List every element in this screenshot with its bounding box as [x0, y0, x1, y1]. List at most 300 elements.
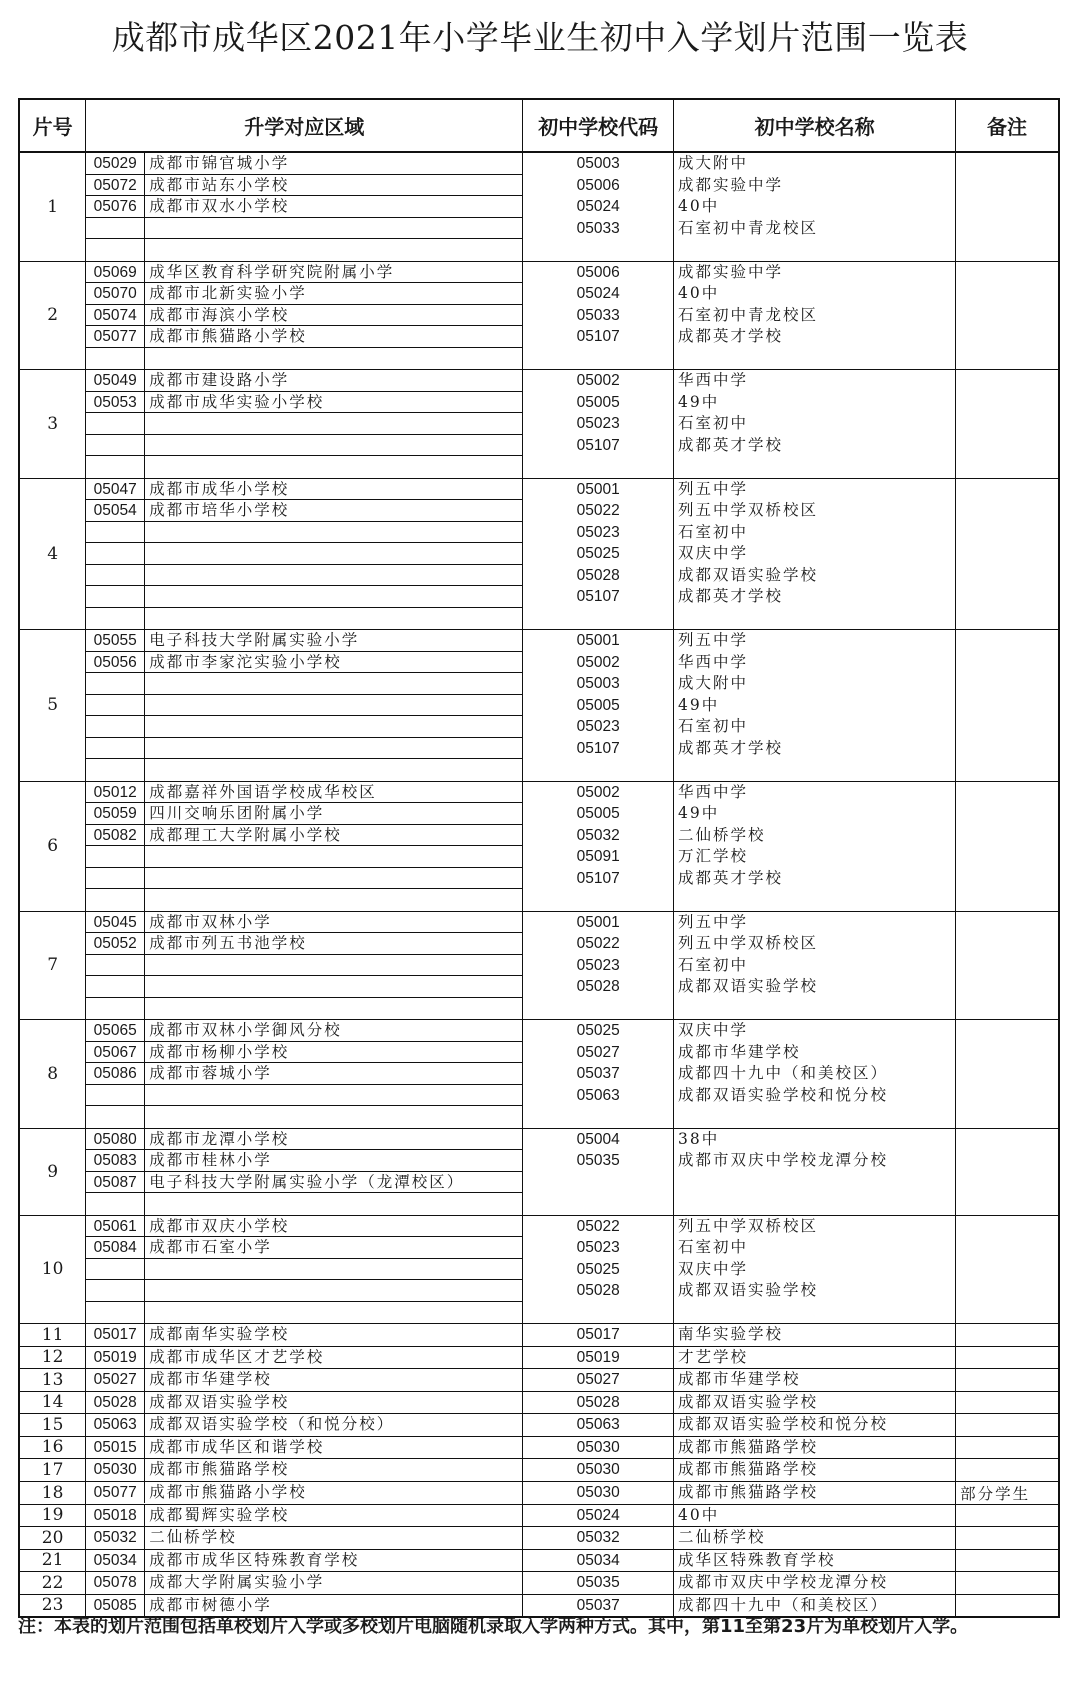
primary-school-name — [145, 586, 522, 607]
header-piece: 片号 — [19, 99, 86, 152]
table-row — [19, 1527, 1059, 1550]
note-cell — [956, 152, 1059, 261]
primary-school-name: 成都市成华区特殊教育学校 — [149, 1550, 360, 1569]
table-row — [19, 1020, 1059, 1129]
piece-number: 9 — [19, 1128, 86, 1215]
primary-school-name: 成都市龙潭小学校 — [149, 1129, 290, 1148]
area-line — [86, 348, 522, 370]
middle-school-code: 05037 — [576, 1065, 620, 1082]
primary-school-name: 成都双语实验学校 — [149, 1392, 290, 1411]
area-line — [86, 479, 522, 501]
note-cell — [956, 1324, 1059, 1347]
middle-school-name: 华西中学 — [678, 371, 749, 389]
table-row — [19, 1504, 1059, 1527]
middle-school-name: 成都四十九中（和美校区） — [678, 1595, 889, 1614]
area-line — [86, 262, 522, 284]
middle-school-name-cell — [674, 1391, 956, 1414]
area-line — [86, 933, 522, 955]
area-line — [86, 565, 522, 587]
area-cell — [86, 630, 523, 782]
primary-school-name: 成都蜀辉实验学校 — [149, 1505, 290, 1524]
primary-school-code — [86, 673, 145, 694]
primary-school-name: 电子科技大学附属实验小学（龙潭校区） — [149, 1172, 465, 1191]
note-cell — [956, 630, 1059, 782]
primary-school-name: 成都理工大学附属小学校 — [149, 825, 342, 844]
primary-school-code — [86, 348, 145, 370]
middle-school-name: 成都市熊猫路学校 — [678, 1460, 819, 1478]
note-cell — [956, 1549, 1059, 1572]
primary-school-name: 成都市培华小学校 — [149, 501, 290, 519]
area-cell — [86, 1324, 523, 1347]
primary-school-name — [145, 955, 522, 976]
middle-school-code: 05023 — [576, 523, 620, 541]
primary-school-code: 05082 — [86, 825, 145, 846]
middle-school-code: 05019 — [576, 1348, 620, 1366]
area-line — [86, 586, 522, 608]
middle-school-name: 49中 — [678, 695, 720, 714]
middle-school-name-cell — [674, 1369, 956, 1392]
middle-school-name: 万汇学校 — [678, 847, 749, 865]
primary-school-code — [86, 716, 145, 737]
primary-school-name — [145, 998, 522, 1020]
primary-school-name — [145, 348, 522, 370]
middle-school-name-cell — [674, 630, 956, 782]
primary-school-code — [86, 435, 145, 456]
primary-school-name: 成都市石室小学 — [149, 1238, 272, 1256]
note-cell — [956, 1459, 1059, 1482]
middle-school-code: 05025 — [576, 545, 620, 562]
middle-school-code-cell — [523, 1346, 674, 1369]
primary-school-name: 成都双语实验学校（和悦分校） — [149, 1415, 395, 1433]
middle-school-code: 05002 — [576, 653, 620, 671]
middle-school-name-cell — [674, 1527, 956, 1550]
middle-school-name: 成都实验中学 — [678, 175, 784, 194]
middle-school-name: 49中 — [678, 392, 720, 411]
primary-school-name — [145, 1259, 522, 1280]
table-row — [19, 370, 1059, 479]
middle-school-name: 成都英才学校 — [678, 738, 784, 757]
piece-number: 22 — [19, 1572, 86, 1595]
primary-school-name — [145, 695, 522, 716]
middle-school-name-cell — [674, 1572, 956, 1595]
primary-school-name: 成都市北新实验小学 — [149, 284, 307, 302]
primary-school-code — [86, 1085, 145, 1106]
middle-school-code: 05006 — [576, 176, 620, 194]
primary-school-code — [86, 868, 145, 889]
piece-number: 3 — [19, 370, 86, 479]
area-line — [86, 868, 522, 890]
primary-school-name: 成都市成华区才艺学校 — [149, 1347, 325, 1366]
table-header-row — [19, 99, 1059, 152]
middle-school-name: 双庆中学 — [678, 544, 749, 562]
middle-school-code: 05063 — [576, 1086, 620, 1104]
note-cell — [956, 1504, 1059, 1527]
middle-school-code: 05017 — [576, 1326, 620, 1343]
note-cell — [956, 1369, 1059, 1392]
primary-school-name: 成都市成华小学校 — [149, 479, 290, 498]
primary-school-code: 05049 — [86, 370, 145, 391]
primary-school-name: 四川交响乐团附属小学 — [149, 804, 325, 822]
area-line — [86, 1172, 522, 1194]
area-line — [86, 305, 522, 327]
area-line — [86, 500, 522, 522]
area-cell — [86, 1481, 523, 1504]
area-line — [86, 695, 522, 717]
area-line — [86, 1259, 522, 1281]
middle-school-name: 40中 — [678, 1505, 720, 1524]
primary-school-code: 05030 — [86, 1459, 145, 1481]
note-cell — [956, 1215, 1059, 1324]
middle-school-code: 05005 — [576, 393, 620, 411]
primary-school-code — [86, 413, 145, 434]
area-line — [86, 1129, 522, 1151]
middle-school-code: 05005 — [576, 805, 620, 822]
area-line — [86, 1414, 522, 1436]
middle-school-code: 05035 — [576, 1574, 620, 1591]
middle-school-name: 石室初中 — [678, 955, 749, 974]
middle-school-code: 05107 — [576, 739, 620, 757]
middle-school-code: 05001 — [576, 632, 620, 649]
primary-school-name — [145, 239, 522, 261]
middle-school-code: 05005 — [576, 696, 620, 714]
area-line — [86, 1482, 522, 1504]
note-cell — [956, 1391, 1059, 1414]
middle-school-name: 40中 — [678, 284, 720, 302]
area-line — [86, 435, 522, 457]
table-row — [19, 1369, 1059, 1392]
primary-school-name: 成都市树德小学 — [149, 1595, 272, 1614]
primary-school-code: 05055 — [86, 630, 145, 651]
middle-school-code: 05030 — [576, 1483, 620, 1501]
area-line — [86, 239, 522, 261]
primary-school-code: 05085 — [86, 1595, 145, 1617]
table-row — [19, 1215, 1059, 1324]
middle-school-code: 05107 — [576, 436, 620, 454]
middle-school-code: 05024 — [576, 285, 620, 302]
area-line — [86, 782, 522, 804]
piece-number: 23 — [19, 1594, 86, 1617]
middle-school-name-cell — [674, 1346, 956, 1369]
middle-school-code: 05023 — [576, 718, 620, 735]
table-row — [19, 1481, 1059, 1504]
primary-school-code — [86, 846, 145, 867]
middle-school-code-cell — [523, 478, 674, 630]
area-line — [86, 1572, 522, 1594]
piece-number: 11 — [19, 1324, 86, 1347]
area-line — [86, 998, 522, 1020]
header-note: 备注 — [956, 99, 1059, 152]
middle-school-code-cell — [523, 261, 674, 370]
primary-school-name: 成都南华实验学校 — [149, 1325, 290, 1343]
table-row — [19, 1324, 1059, 1347]
middle-school-name-cell — [674, 911, 956, 1020]
middle-school-code-cell — [523, 1020, 674, 1129]
area-line — [86, 456, 522, 478]
middle-school-code-cell — [523, 1527, 674, 1550]
primary-school-name: 成都市成华区和谐学校 — [149, 1437, 325, 1456]
area-line — [86, 543, 522, 565]
primary-school-code — [86, 586, 145, 607]
table-row — [19, 630, 1059, 782]
middle-school-code-cell — [523, 1215, 674, 1324]
middle-school-name: 南华实验学校 — [678, 1325, 784, 1343]
table-row — [19, 261, 1059, 370]
table-row — [19, 1436, 1059, 1459]
area-line — [86, 1280, 522, 1302]
primary-school-name: 成都市锦官城小学 — [149, 154, 290, 172]
area-cell — [86, 152, 523, 261]
middle-school-name: 成都双语实验学校和悦分校 — [678, 1085, 889, 1104]
table-row — [19, 1572, 1059, 1595]
primary-school-code: 05019 — [86, 1347, 145, 1369]
middle-school-name: 二仙桥学校 — [678, 825, 766, 844]
area-line — [86, 1063, 522, 1085]
middle-school-code: 05022 — [576, 1217, 620, 1235]
middle-school-name-cell — [674, 261, 956, 370]
middle-school-code: 05028 — [576, 1393, 620, 1411]
area-line — [86, 522, 522, 544]
primary-school-name — [145, 522, 522, 543]
area-line — [86, 955, 522, 977]
primary-school-code: 05027 — [86, 1369, 145, 1391]
middle-school-code: 05025 — [576, 1260, 620, 1278]
area-line — [86, 153, 522, 175]
middle-school-code: 05024 — [576, 1506, 620, 1524]
primary-school-code: 05076 — [86, 196, 145, 217]
middle-school-name-cell — [674, 1324, 956, 1347]
area-cell — [86, 1414, 523, 1437]
primary-school-code — [86, 1193, 145, 1215]
middle-school-name: 华西中学 — [678, 652, 749, 671]
area-line — [86, 370, 522, 392]
note-cell — [956, 261, 1059, 370]
note-cell — [956, 911, 1059, 1020]
primary-school-code — [86, 1302, 145, 1324]
piece-number: 6 — [19, 781, 86, 911]
primary-school-code: 05015 — [86, 1437, 145, 1459]
middle-school-name-cell — [674, 1020, 956, 1129]
area-line — [86, 1085, 522, 1107]
middle-school-code: 05030 — [576, 1438, 620, 1456]
area-line — [86, 1324, 522, 1346]
primary-school-code — [86, 976, 145, 997]
middle-school-name-cell — [674, 1215, 956, 1324]
primary-school-code: 05078 — [86, 1572, 145, 1594]
primary-school-name: 成都市熊猫路小学校 — [149, 1482, 307, 1501]
table-row — [19, 781, 1059, 911]
area-line — [86, 673, 522, 695]
note-cell — [956, 1527, 1059, 1550]
area-cell — [86, 1436, 523, 1459]
middle-school-name: 成华区特殊教育学校 — [678, 1550, 836, 1569]
primary-school-code: 05052 — [86, 933, 145, 954]
middle-school-name: 石室初中 — [678, 522, 749, 541]
middle-school-code: 05002 — [576, 783, 620, 801]
primary-school-name: 成都市杨柳小学校 — [149, 1042, 290, 1061]
primary-school-name: 成都嘉祥外国语学校成华校区 — [149, 782, 377, 801]
primary-school-name — [145, 456, 522, 478]
middle-school-name-cell — [674, 1414, 956, 1437]
primary-school-name: 成都市成华实验小学校 — [149, 392, 325, 411]
area-cell — [86, 370, 523, 479]
primary-school-code: 05029 — [86, 153, 145, 174]
primary-school-name — [145, 846, 522, 867]
primary-school-code — [86, 738, 145, 759]
note-cell: 部分学生 — [956, 1481, 1059, 1504]
middle-school-name: 成大附中 — [678, 674, 749, 692]
middle-school-name-cell — [674, 152, 956, 261]
area-line — [86, 976, 522, 998]
table-body — [19, 152, 1059, 1617]
primary-school-name — [145, 673, 522, 694]
piece-number: 8 — [19, 1020, 86, 1129]
primary-school-name: 成都市熊猫路小学校 — [149, 327, 307, 345]
primary-school-name — [145, 1280, 522, 1301]
middle-school-name: 列五中学 — [678, 912, 749, 931]
note-cell — [956, 478, 1059, 630]
note-cell — [956, 1436, 1059, 1459]
middle-school-name: 成都英才学校 — [678, 587, 784, 605]
primary-school-code — [86, 456, 145, 478]
area-cell — [86, 1215, 523, 1324]
middle-school-code-cell — [523, 1549, 674, 1572]
middle-school-name: 38中 — [678, 1129, 720, 1148]
middle-school-code: 05107 — [576, 328, 620, 345]
area-line — [86, 175, 522, 197]
middle-school-name: 成都英才学校 — [678, 868, 784, 887]
piece-number: 10 — [19, 1215, 86, 1324]
middle-school-name: 列五中学双桥校区 — [678, 1216, 819, 1235]
area-line — [86, 716, 522, 738]
primary-school-name: 成都市双庆小学校 — [149, 1216, 290, 1235]
primary-school-code: 05054 — [86, 500, 145, 521]
primary-school-code: 05017 — [86, 1324, 145, 1346]
middle-school-name-cell — [674, 781, 956, 911]
primary-school-code: 05086 — [86, 1063, 145, 1084]
primary-school-name — [145, 1193, 522, 1215]
table-row — [19, 478, 1059, 630]
middle-school-name: 成都市华建学校 — [678, 1370, 801, 1388]
middle-school-code-cell — [523, 911, 674, 1020]
middle-school-code: 05027 — [576, 1371, 620, 1388]
area-cell — [86, 261, 523, 370]
middle-school-code-cell — [523, 1459, 674, 1482]
note-cell — [956, 1128, 1059, 1215]
area-line — [86, 1020, 522, 1042]
area-cell — [86, 1369, 523, 1392]
primary-school-name: 成都市双林小学御风分校 — [149, 1021, 342, 1039]
primary-school-code: 05061 — [86, 1216, 145, 1237]
table-row — [19, 1128, 1059, 1215]
middle-school-name: 石室初中青龙校区 — [678, 305, 819, 324]
area-line — [86, 1505, 522, 1527]
middle-school-name: 成都市双庆中学校龙潭分校 — [678, 1573, 889, 1591]
primary-school-name — [145, 868, 522, 889]
area-line — [86, 392, 522, 414]
primary-school-code: 05045 — [86, 912, 145, 933]
middle-school-name-cell — [674, 1481, 956, 1504]
area-cell — [86, 911, 523, 1020]
area-line — [86, 1459, 522, 1481]
area-cell — [86, 781, 523, 911]
middle-school-code-cell — [523, 1391, 674, 1414]
middle-school-code: 05027 — [576, 1043, 620, 1061]
middle-school-name: 双庆中学 — [678, 1021, 749, 1039]
middle-school-name: 华西中学 — [678, 782, 749, 801]
piece-number: 20 — [19, 1527, 86, 1550]
primary-school-code: 05012 — [86, 782, 145, 803]
primary-school-code — [86, 759, 145, 781]
middle-school-code-cell — [523, 630, 674, 782]
area-line — [86, 825, 522, 847]
area-cell — [86, 1572, 523, 1595]
primary-school-code — [86, 218, 145, 239]
middle-school-code: 05024 — [576, 198, 620, 215]
primary-school-code: 05069 — [86, 262, 145, 283]
table-row — [19, 1459, 1059, 1482]
middle-school-name: 列五中学双桥校区 — [678, 934, 819, 952]
primary-school-code — [86, 522, 145, 543]
footnote: 注：本表的划片范围包括单校划片入学或多校划片电脑随机录取入学两种方式。其中，第11至第23片为单校划片入学。 — [18, 1616, 969, 1637]
area-line — [86, 1237, 522, 1259]
note-cell — [956, 1414, 1059, 1437]
middle-school-name: 列五中学双桥校区 — [678, 501, 819, 519]
primary-school-code — [86, 1106, 145, 1128]
primary-school-name — [145, 759, 522, 781]
area-line — [86, 326, 522, 348]
piece-number: 15 — [19, 1414, 86, 1437]
middle-school-code: 05033 — [576, 219, 620, 237]
middle-school-code: 05028 — [576, 566, 620, 584]
area-line — [86, 889, 522, 911]
middle-school-name: 成大附中 — [678, 154, 749, 172]
header-school: 初中学校名称 — [674, 99, 956, 152]
area-line — [86, 1369, 522, 1391]
area-line — [86, 803, 522, 825]
area-line — [86, 1216, 522, 1238]
middle-school-name: 40中 — [678, 197, 720, 215]
area-cell — [86, 1549, 523, 1572]
middle-school-name: 列五中学 — [678, 631, 749, 649]
primary-school-code: 05080 — [86, 1129, 145, 1150]
middle-school-name: 成都英才学校 — [678, 327, 784, 345]
middle-school-name-cell — [674, 1549, 956, 1572]
primary-school-name — [145, 716, 522, 737]
middle-school-name-cell — [674, 478, 956, 630]
piece-number: 21 — [19, 1549, 86, 1572]
middle-school-name: 石室初中 — [678, 717, 749, 735]
piece-number: 1 — [19, 152, 86, 261]
primary-school-name: 成都大学附属实验小学 — [149, 1573, 325, 1591]
table-row — [19, 1391, 1059, 1414]
primary-school-code: 05084 — [86, 1237, 145, 1258]
area-line — [86, 608, 522, 630]
middle-school-name: 成都市双庆中学校龙潭分校 — [678, 1151, 889, 1169]
middle-school-code: 05004 — [576, 1130, 620, 1148]
primary-school-code — [86, 1280, 145, 1301]
middle-school-name: 列五中学 — [678, 479, 749, 498]
middle-school-code: 05091 — [576, 848, 620, 865]
middle-school-code: 05002 — [576, 372, 620, 389]
middle-school-code-cell — [523, 1369, 674, 1392]
primary-school-code — [86, 565, 145, 586]
middle-school-name: 49中 — [678, 804, 720, 822]
primary-school-code: 05056 — [86, 652, 145, 673]
area-cell — [86, 1391, 523, 1414]
middle-school-name-cell — [674, 370, 956, 479]
middle-school-name: 石室初中 — [678, 414, 749, 432]
primary-school-code: 05074 — [86, 305, 145, 326]
